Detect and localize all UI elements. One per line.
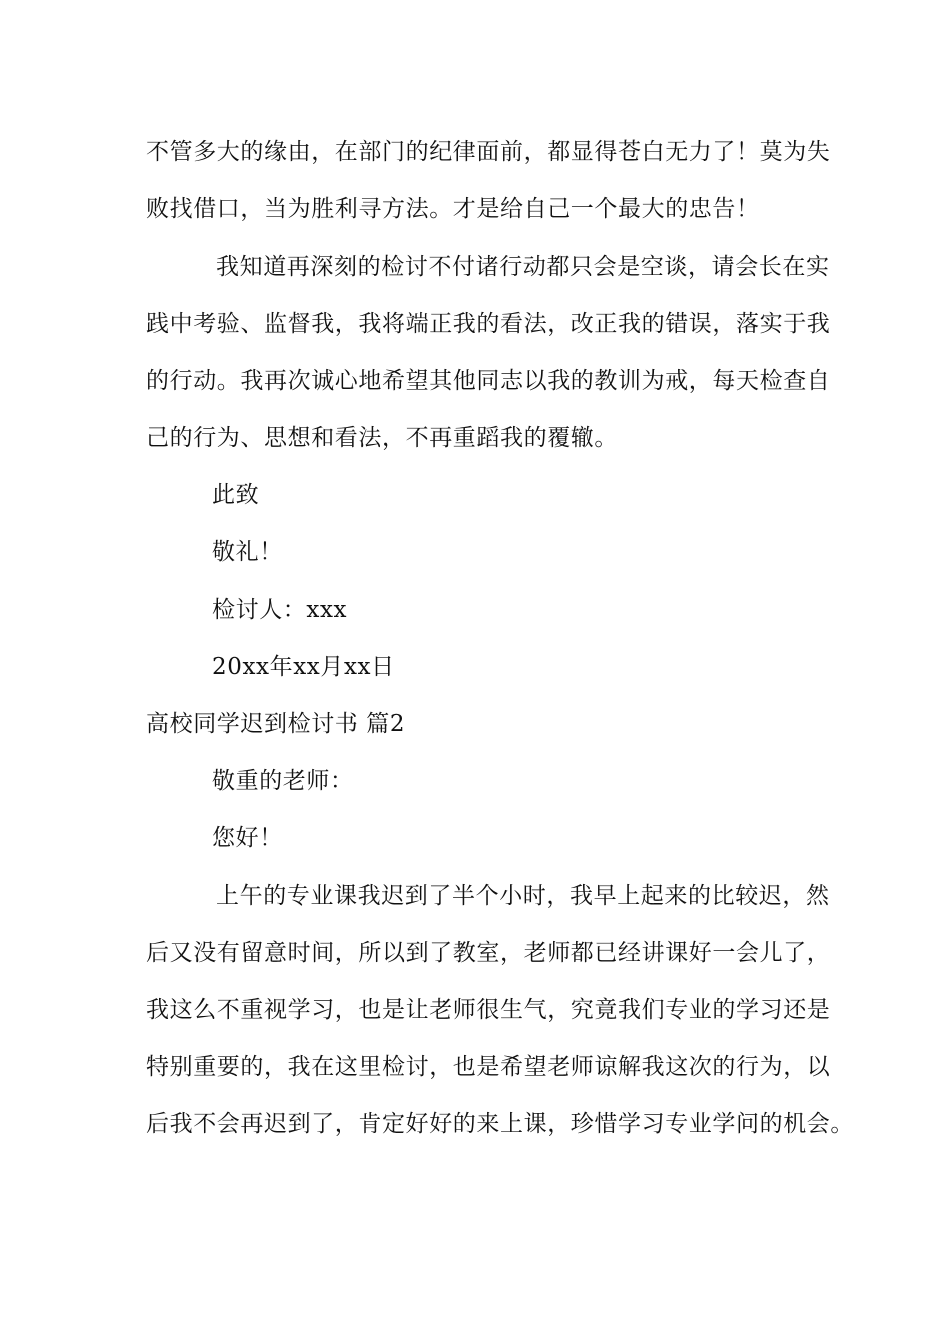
paragraph-1-line-1: 不管多大的缘由，在部门的纪律面前，都显得苍白无力了！莫为失 — [146, 139, 831, 165]
letter-2-greeting: 敬重的老师： — [212, 768, 354, 794]
closing-author: 检讨人：xxx — [212, 597, 348, 623]
letter-2-body-line-3: 我这么不重视学习，也是让老师很生气，究竟我们专业的学习还是 — [146, 997, 831, 1023]
closing-salutation: 此致 — [212, 482, 260, 508]
paragraph-1-line-2: 败找借口，当为胜利寻方法。才是给自己一个最大的忠告！ — [146, 196, 760, 222]
paragraph-2-line-1: 我知道再深刻的检讨不付诸行动都只会是空谈，请会长在实 — [216, 254, 830, 280]
letter-2-body-line-1: 上午的专业课我迟到了半个小时，我早上起来的比较迟，然 — [216, 883, 830, 909]
paragraph-2-line-4: 己的行为、思想和看法，不再重蹈我的覆辙。 — [146, 425, 618, 451]
letter-2-hello: 您好！ — [212, 825, 283, 851]
section-title: 高校同学迟到检讨书 篇2 — [146, 711, 406, 737]
letter-2-body-line-4: 特别重要的，我在这里检讨，也是希望老师谅解我这次的行为，以 — [146, 1054, 831, 1080]
letter-2-body-line-5: 后我不会再迟到了，肯定好好的来上课，珍惜学习专业学问的机会。 — [146, 1111, 854, 1137]
paragraph-2-line-3: 的行动。我再次诚心地希望其他同志以我的教训为戒，每天检查自 — [146, 368, 831, 394]
closing-regards: 敬礼！ — [212, 539, 283, 565]
closing-date: 20xx年xx月xx日 — [212, 654, 395, 680]
letter-2-body-line-2: 后又没有留意时间，所以到了教室，老师都已经讲课好一会儿了， — [146, 940, 831, 966]
paragraph-2-line-2: 践中考验、监督我，我将端正我的看法，改正我的错误，落实于我 — [146, 311, 831, 337]
